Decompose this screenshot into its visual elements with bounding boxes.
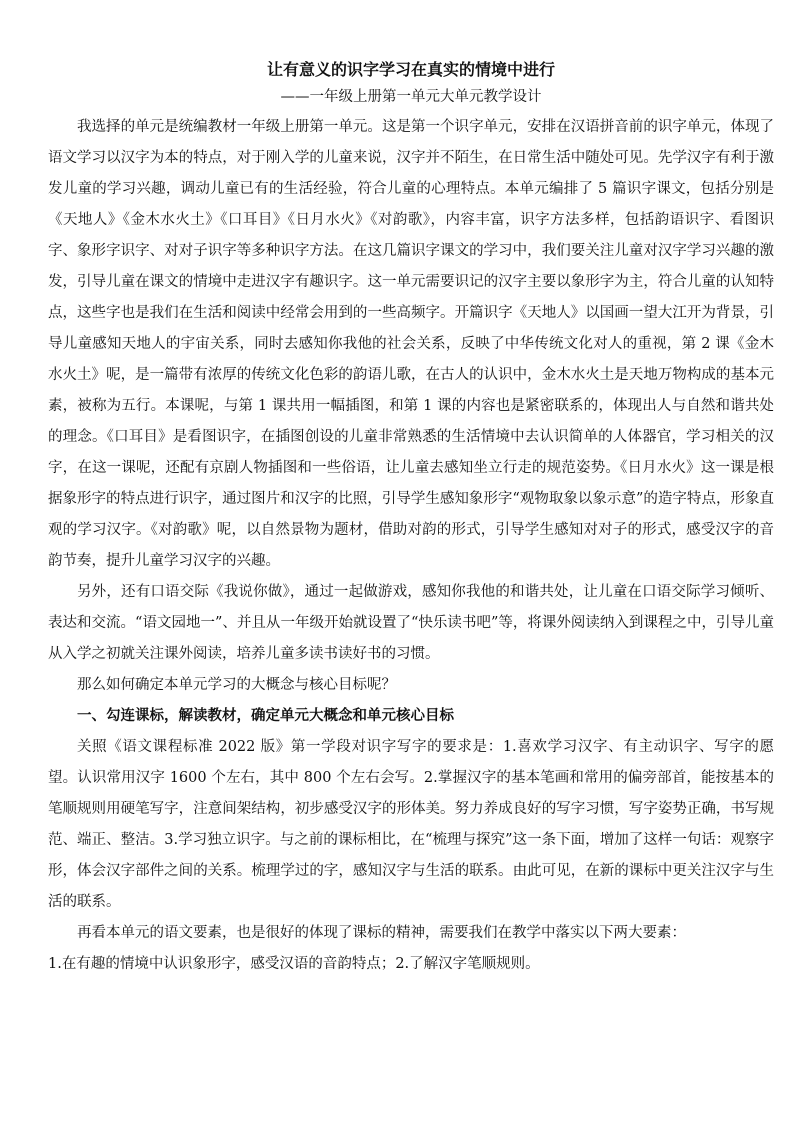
document-title: 让有意义的识字学习在真实的情境中进行 bbox=[266, 60, 555, 79]
paragraph-oral-communication: 另外，还有口语交际《我说你做》，通过一起做游戏，感知你我他的和谐共处，让儿童在口语交际学习倾听、表达和交流。“语文园地一”、并且从一年级开始就设置了“快乐读书吧”等，将课外阅读纳入到课程之中，引导儿童从入学之初就关注课外阅读，培养儿童多读书读好书的习惯。 bbox=[48, 584, 774, 662]
paragraph-curriculum-standard: 关照《语文课程标准 2022 版》第一学段对识字写字的要求是：1.喜欢学习汉字、有主动识字、写字的愿望。认识常用汉字 1600 个左右，其中 800 个左右会写。2.掌握汉字的基本笔画和常用的偏旁部首，能按基本的笔顺规则用硬笔写字，注意间架结构，初步感受汉字的形体美。努力养成良好的写字习惯，写字姿势正确，书写规范、端正、整洁。3.学习独立识字。与之前的课标相比，在“梳理与探究”这一条下面，增加了这样一句话：观察字形，体会汉字部件之间的关系。梳理学过的字，感知汉字与生活的联系。由此可见，在新的课标中更关注汉字与生活的联系。 bbox=[48, 739, 774, 910]
paragraph-unit-overview: 我选择的单元是统编教材一年级上册第一单元。这是第一个识字单元，安排在汉语拼音前的识字单元，体现了语文学习以汉字为本的特点，对于刚入学的儿童来说，汉字并不陌生，在日常生活中随处可见。先学汉字有利于激发儿童的学习兴趣，调动儿童已有的生活经验，符合儿童的心理特点。本单元编排了 5 篇识字课文，包括分别是《天地人》《金木水火土》《口耳目》《日月水火》《对韵歌》，内容丰富，识字方法多样，包括韵语识字、看图识字、象形字识字、对对子识字等多种识字方法。在这几篇识字课文的学习中，我们要关注儿童对汉字学习兴趣的激发，引导儿童在课文的情境中走进汉字有趣识字。这一单元需要识记的汉字主要以象形字为主，符合儿童的认知特点，这些字也是我们在生活和阅读中经常会用到的一些高频字。开篇识字《天地人》以国画一望大江开为背景，引导儿童感知天地人的宇宙关系，同时去感知你我他的社会关系，反映了中华传统文化对人的重视，第 2 课《金木水火土》呢，是一篇带有浓厚的传统文化色彩的韵语儿歌，在古人的认识中，金木水火土是天地万物构成的基本元素，被称为五行。本课呢，与第 1 课共用一幅插图，和第 1 课的内容也是紧密联系的，体现出人与自然和谐共处的理念。《口耳目》是看图识字，在插图创设的儿童非常熟悉的生活情境中去认识简单的人体器官，学习相关的汉字，在这一课呢，还配有京剧人物插图和一些俗语，让儿童去感知坐立行走的规范姿势。《日月水火》这一课是根据象形字的特点进行识字，通过图片和汉字的比照，引导学生感知象形字“观物取象以象示意”的造字特点，形象直观的学习汉字。《对韵歌》呢，以自然景物为题材，借助对韵的形式，引导学生感知对对子的形式，感受汉字的音韵节奏，提升儿童学习汉字的兴趣。 bbox=[48, 119, 774, 569]
section-heading-1: 一、勾连课标，解读教材，确定单元大概念和单元核心目标 bbox=[77, 708, 454, 724]
document-page bbox=[48, 58, 774, 980]
paragraph-question: 那么如何确定本单元学习的大概念与核心目标呢？ bbox=[77, 677, 396, 693]
paragraph-two-elements: 1.在有趣的情境中认识象形字，感受汉语的音韵特点；2.了解汉字笔顺规则。 bbox=[48, 956, 540, 972]
paragraph-language-elements: 再看本单元的语文要素，也是很好的体现了课标的精神，需要我们在教学中落实以下两大要素： bbox=[77, 925, 686, 941]
document-subtitle: ——一年级上册第一单元大单元教学设计 bbox=[280, 89, 542, 105]
